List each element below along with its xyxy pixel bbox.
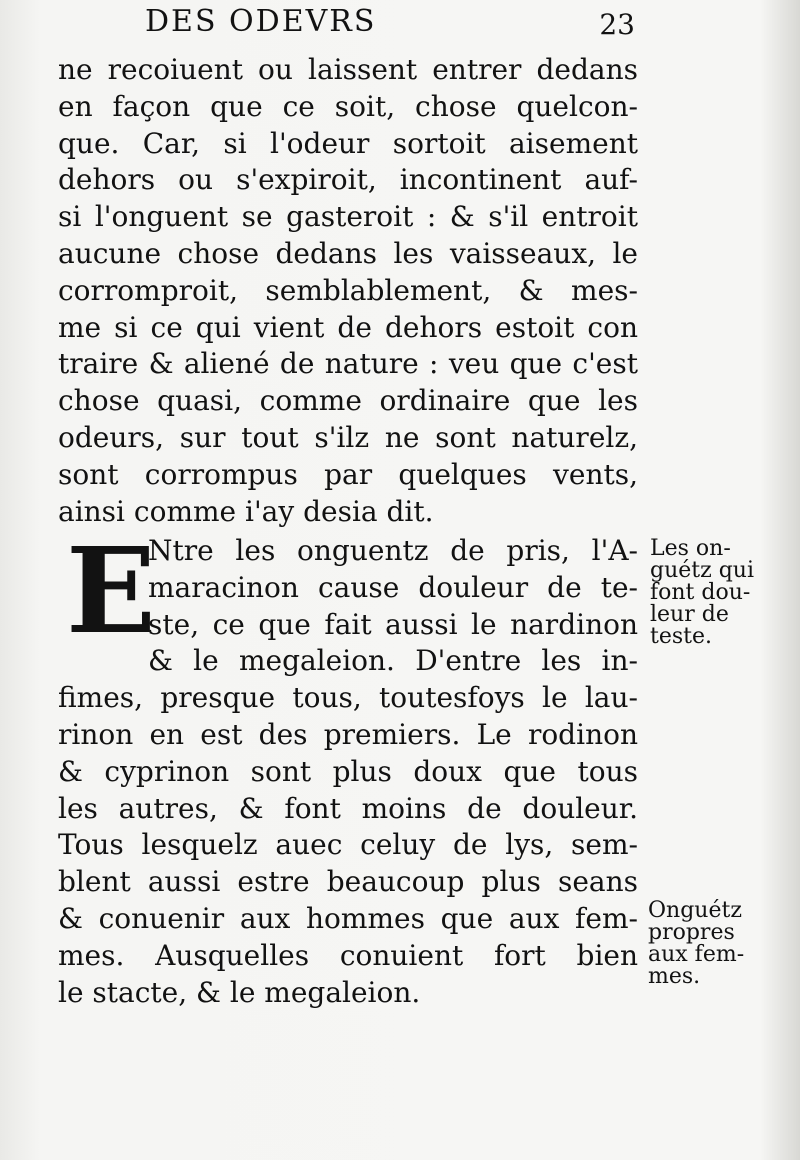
marginal-note-women — [648, 900, 744, 988]
marginal-line: teste. — [650, 624, 713, 649]
text-line: rinon en est des premiers. Le rodinon — [58, 717, 638, 751]
text-line: en façon que ce soit, chose quelcon- — [58, 89, 638, 123]
text-line: si l'onguent se gasteroit : & s'il entroit — [58, 200, 638, 234]
text-line: Tous lesquelz auec celuy de lys, sem- — [58, 828, 638, 862]
marginal-line: propres — [648, 920, 735, 945]
running-title: DES ODEVRS — [145, 4, 377, 39]
text-line: blent aussi estre beaucoup plus seans — [58, 865, 638, 899]
text-line: & le megaleion. D'entre les in- — [148, 644, 638, 678]
text-line: traire & aliené de nature : veu que c'est — [58, 347, 638, 381]
text-line: mes. Ausquelles conuient fort bien — [58, 938, 638, 972]
page-header — [145, 4, 635, 44]
paragraph-2 — [58, 521, 638, 1011]
text-line: ainsi comme i'ay desia dit. — [58, 494, 434, 528]
text-line: ne recoiuent ou laissent entrer dedans — [58, 53, 638, 86]
marginal-line: font dou- — [650, 580, 751, 605]
marginal-line: aux fem- — [648, 942, 745, 967]
text-line: les autres, & font moins de douleur. — [58, 791, 638, 825]
text-line: & conuenir aux hommes que aux fem- — [58, 901, 638, 935]
marginal-line: mes. — [648, 964, 701, 989]
marginal-line: Les on- — [650, 536, 731, 561]
drop-cap: E — [66, 521, 156, 660]
text-line: dehors ou s'expiroit, incontinent auf- — [58, 163, 638, 197]
text-line: aucune chose dedans les vaisseaux, le — [58, 236, 638, 270]
paragraph-1 — [58, 52, 638, 530]
marginal-line: leur de — [650, 602, 729, 627]
text-line: sont corrompus par quelques vents, — [58, 457, 638, 491]
text-line: fimes, presque tous, toutesfoys le lau- — [58, 681, 638, 715]
text-line: maracinon cause douleur de te- — [148, 570, 638, 604]
text-line: me si ce qui vient de dehors estoit con — [58, 310, 638, 344]
text-line: le stacte, & le megaleion. — [58, 975, 421, 1009]
marginal-line: Onguétz — [648, 898, 742, 923]
text-line: & cyprinon sont plus doux que tous — [58, 754, 638, 788]
text-line: corromproit, semblablement, & mes- — [58, 273, 638, 307]
marginal-note-headache — [650, 538, 754, 648]
text-line: ste, ce que fait aussi le nardinon — [148, 607, 638, 641]
page-number: 23 — [599, 8, 635, 41]
text-line: chose quasi, comme ordinaire que les — [58, 384, 638, 418]
text-line: que. Car, si l'odeur sortoit aisement — [58, 126, 638, 160]
text-line: Ntre les onguentz de pris, l'A- — [148, 534, 638, 567]
text-line: odeurs, sur tout s'ilz ne sont naturelz, — [58, 420, 638, 454]
marginal-line: guétz qui — [650, 558, 754, 583]
